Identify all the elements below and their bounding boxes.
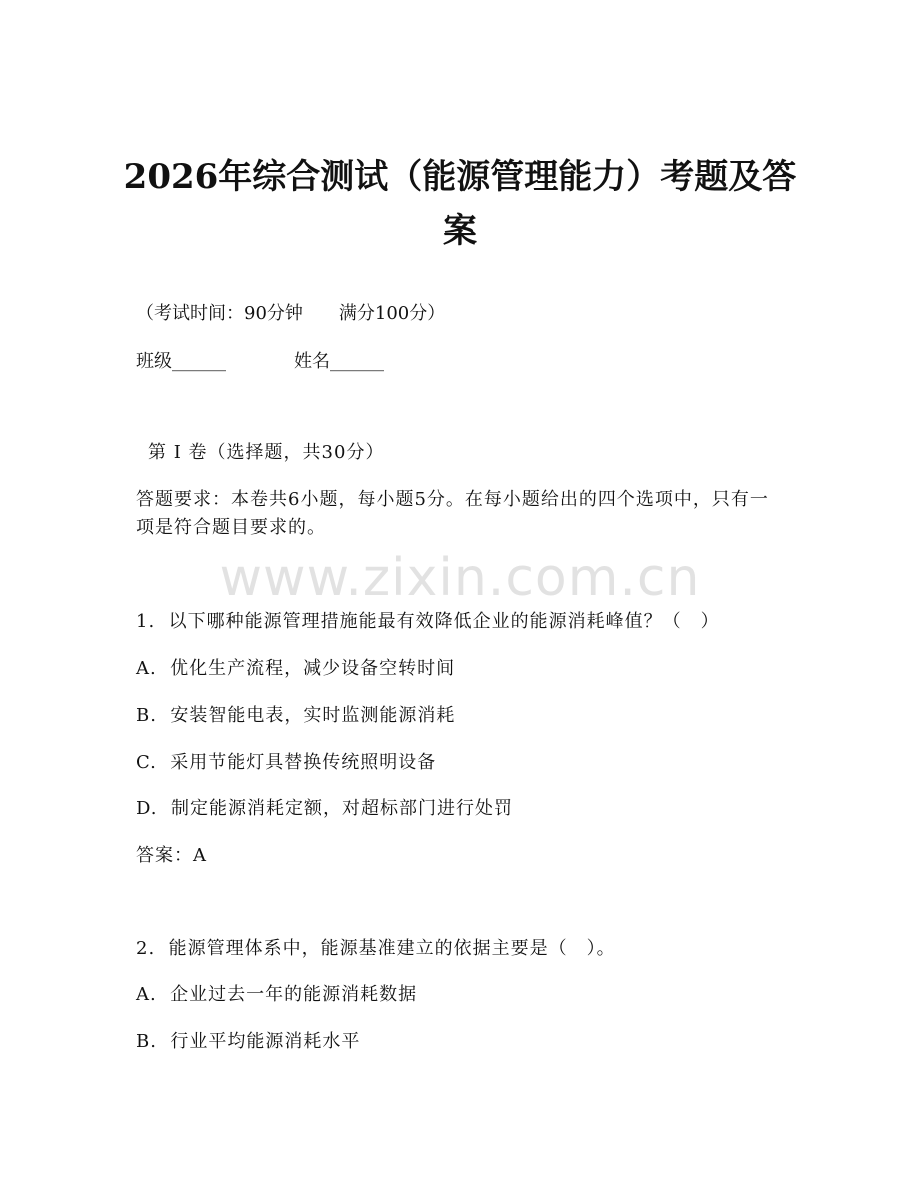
class-field: 班级______ [136, 351, 226, 372]
question-2-stem: 2. 能源管理体系中，能源基准建立的依据主要是（ ）。 [136, 938, 616, 959]
page-title: 2026年综合测试（能源管理能力）考题及答案 [123, 157, 797, 251]
question-1-option-b: B. 安装智能电表，实时监测能源消耗 [136, 705, 456, 726]
question-1-option-a: A. 优化生产流程，减少设备空转时间 [136, 658, 456, 679]
question-2-option-a: A. 企业过去一年的能源消耗数据 [136, 984, 418, 1005]
question-1-option-d: D. 制定能源消耗定额，对超标部门进行处罚 [136, 798, 513, 819]
question-1-stem: 1. 以下哪种能源管理措施能最有效降低企业的能源消耗峰值？（ ） [136, 611, 720, 632]
question-1-answer: 答案：A [136, 845, 207, 866]
exam-info: （考试时间：90分钟 满分100分） [136, 303, 446, 324]
name-field: 姓名______ [294, 351, 384, 372]
section-instructions: 答题要求：本卷共6小题，每小题5分。在每小题给出的四个选项中，只有一项是符合题目要求的。 [136, 489, 769, 538]
section-heading: 第 I 卷（选择题，共30分） [148, 442, 385, 463]
question-2-option-b: B. 行业平均能源消耗水平 [136, 1031, 361, 1052]
watermark: www.zixin.com.cn [219, 548, 701, 608]
question-1-option-c: C. 采用节能灯具替换传统照明设备 [136, 752, 437, 773]
